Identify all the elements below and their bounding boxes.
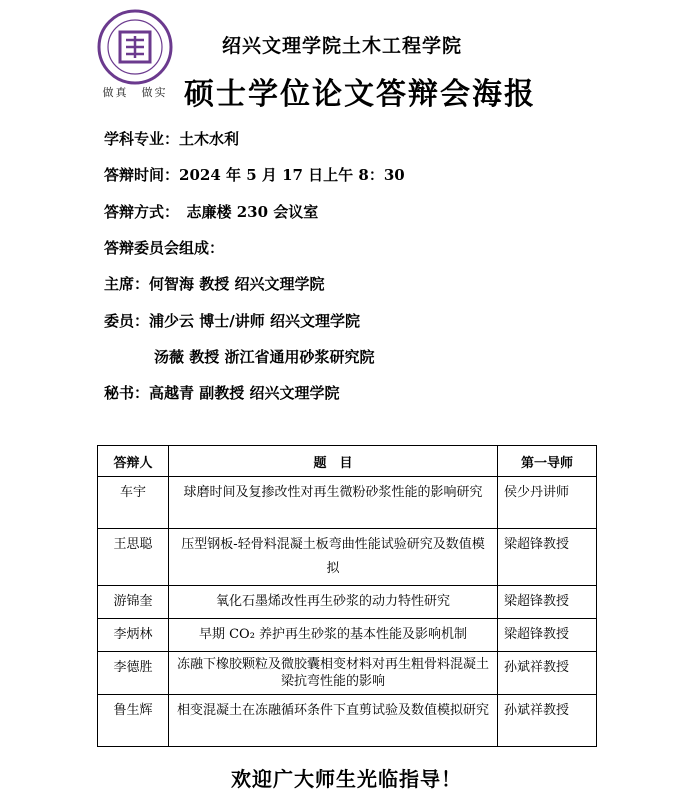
table-row <box>98 652 597 695</box>
major-label: 学科专业： <box>104 130 180 148</box>
member-label: 委员： <box>104 312 150 330</box>
member-line <box>104 310 360 331</box>
thesis-topic: 压型钢板-轻骨料混凝土板弯曲性能试验研究及数值模拟 <box>169 529 498 586</box>
advisor-name: 梁超锋教授 <box>498 619 597 652</box>
thesis-topic: 氧化石墨烯改性再生砂浆的动力特性研究 <box>169 586 498 619</box>
advisor-name: 梁超锋教授 <box>498 529 597 586</box>
major-line <box>104 128 239 149</box>
mode-label: 答辩方式： <box>104 203 172 221</box>
table-row <box>98 586 597 619</box>
member-1: 浦少云 博士/讲师 绍兴文理学院 <box>149 312 360 330</box>
chair-value: 何智海 教授 绍兴文理学院 <box>149 275 325 293</box>
table-row <box>98 477 597 529</box>
member-line-2 <box>154 346 374 367</box>
welcome-message: 欢迎广大师生光临指导！ <box>231 767 462 791</box>
header-advisor: 第一导师 <box>498 446 597 477</box>
header-defender: 答辩人 <box>98 446 169 477</box>
secretary-line <box>104 382 339 403</box>
school-name: 绍兴文理学院土木工程学院 <box>222 35 463 57</box>
thesis-topic: 早期 CO₂ 养护再生砂浆的基本性能及影响机制 <box>169 619 498 652</box>
time-line <box>104 164 405 185</box>
defender-name: 鲁生辉 <box>98 695 169 747</box>
chair-line <box>104 273 324 294</box>
poster-title: 硕士学位论文答辩会海报 <box>184 77 536 112</box>
school-motto: 做真 做实 <box>102 86 168 99</box>
table-row <box>98 619 597 652</box>
time-value: 2024 年 5 月 17 日上午 8：30 <box>179 166 405 184</box>
secretary-label: 秘书： <box>104 384 150 402</box>
school-seal-icon <box>96 8 174 86</box>
secretary-value: 高越青 副教授 绍兴文理学院 <box>149 384 340 402</box>
time-label: 答辩时间： <box>104 166 180 184</box>
chair-label: 主席： <box>104 275 150 293</box>
advisor-name: 孙斌祥教授 <box>498 652 597 695</box>
mode-line <box>104 201 318 222</box>
thesis-topic: 球磨时间及复掺改性对再生微粉砂浆性能的影响研究 <box>169 477 498 529</box>
committee-heading: 答辩委员会组成： <box>104 239 225 257</box>
defender-name: 游锦奎 <box>98 586 169 619</box>
thesis-table <box>97 445 597 747</box>
advisor-name: 侯少丹讲师 <box>498 477 597 529</box>
table-row <box>98 695 597 747</box>
header-topic: 题 目 <box>169 446 498 477</box>
defender-name: 车宇 <box>98 477 169 529</box>
member-2: 汤薇 教授 浙江省通用砂浆研究院 <box>154 348 375 366</box>
advisor-name: 孙斌祥教授 <box>498 695 597 747</box>
advisor-name: 梁超锋教授 <box>498 586 597 619</box>
major-value: 土木水利 <box>179 130 240 148</box>
table-header-row <box>98 446 597 477</box>
defender-name: 王思聪 <box>98 529 169 586</box>
defender-name: 李德胜 <box>98 652 169 695</box>
thesis-topic: 相变混凝土在冻融循环条件下直剪试验及数值模拟研究 <box>169 695 498 747</box>
thesis-topic: 冻融下橡胶颗粒及微胶囊相变材料对再生粗骨料混凝土梁抗弯性能的影响 <box>169 652 498 695</box>
mode-value: 志廉楼 230 会议室 <box>171 203 319 221</box>
table-row <box>98 529 597 586</box>
defender-name: 李炳林 <box>98 619 169 652</box>
